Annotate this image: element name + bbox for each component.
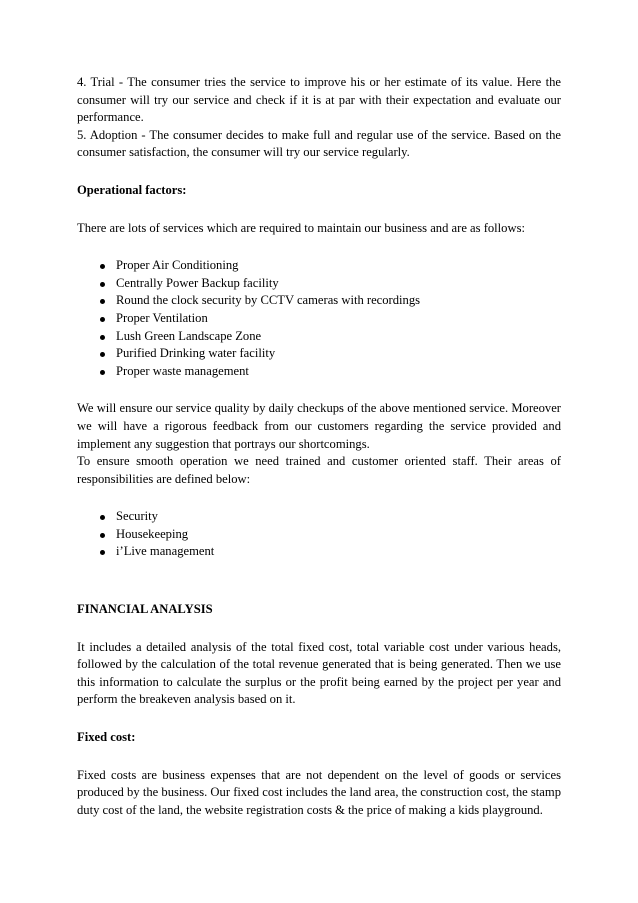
list-item-label: Round the clock security by CCTV cameras with recordings [116, 293, 421, 308]
adoption-paragraph: 5. Adoption - The consumer decides to make full and regular use of the service. Based on the consumer satisfaction, the consumer will try our service regularly. [77, 127, 561, 160]
operational-intro: There are lots of services which are required to maintain our business and are as follows: [77, 220, 525, 235]
services-list [77, 257, 561, 380]
bullet-icon [100, 370, 105, 375]
bullet-icon [100, 515, 105, 520]
bullet-icon [100, 282, 105, 287]
list-item [100, 257, 561, 275]
bullet-icon [100, 317, 105, 322]
fixed-cost-paragraph: Fixed costs are business expenses that are not dependent on the level of goods or services produced by the business. Our fixed cost includes the land area, the construction cost, the stamp duty cost of the land, the website registration costs & the price of making a kids playground. [77, 767, 561, 817]
bullet-icon [100, 335, 105, 340]
list-item [100, 508, 561, 526]
list-item-label: Proper Ventilation [116, 310, 208, 325]
bullet-icon [100, 352, 105, 357]
list-item-label: Housekeeping [116, 526, 189, 541]
list-item [100, 543, 561, 561]
list-item [100, 292, 561, 310]
list-item-label: Lush Green Landscape Zone [116, 328, 262, 343]
bullet-icon [100, 533, 105, 538]
list-item-label: Security [116, 509, 158, 524]
staff-paragraph: To ensure smooth operation we need trained and customer oriented staff. Their areas of responsibilities are defined below: [77, 454, 561, 486]
quality-paragraph: We will ensure our service quality by daily checkups of the above mentioned service. Moreover we will have a rigorous feedback from our customers regarding the service provided and implement any suggestion that portrays our shortcomings. [77, 401, 561, 451]
bullet-icon [100, 550, 105, 555]
operational-factors-heading: Operational factors: [77, 182, 187, 197]
bullet-icon [100, 299, 105, 304]
list-item [100, 345, 561, 363]
list-item-label: Proper Air Conditioning [116, 258, 239, 273]
list-item [100, 328, 561, 346]
responsibilities-list [77, 508, 561, 561]
list-item [100, 275, 561, 293]
list-item-label: Proper waste management [116, 363, 249, 378]
list-item [100, 526, 561, 544]
financial-analysis-paragraph: It includes a detailed analysis of the total fixed cost, total variable cost under various heads, followed by the calculation of the total revenue generated that is being generated. Then we use this information to calculate the surplus or the profit being earned by the project per year and perform the breakeven analysis based on it. [77, 639, 561, 707]
financial-analysis-heading: FINANCIAL ANALYSIS [77, 602, 213, 617]
fixed-cost-heading: Fixed cost: [77, 730, 136, 745]
bullet-icon [100, 264, 105, 269]
list-item-label: Centrally Power Backup facility [116, 275, 279, 290]
list-item [100, 363, 561, 381]
list-item [100, 310, 561, 328]
list-item-label: Purified Drinking water facility [116, 346, 276, 361]
list-item-label: i’Live management [116, 544, 215, 559]
document-page [77, 74, 561, 819]
trial-paragraph: 4. Trial - The consumer tries the service to improve his or her estimate of its value. Here the consumer will try our service and check if it is at par with their expectation and evaluate our performance. [77, 75, 561, 125]
